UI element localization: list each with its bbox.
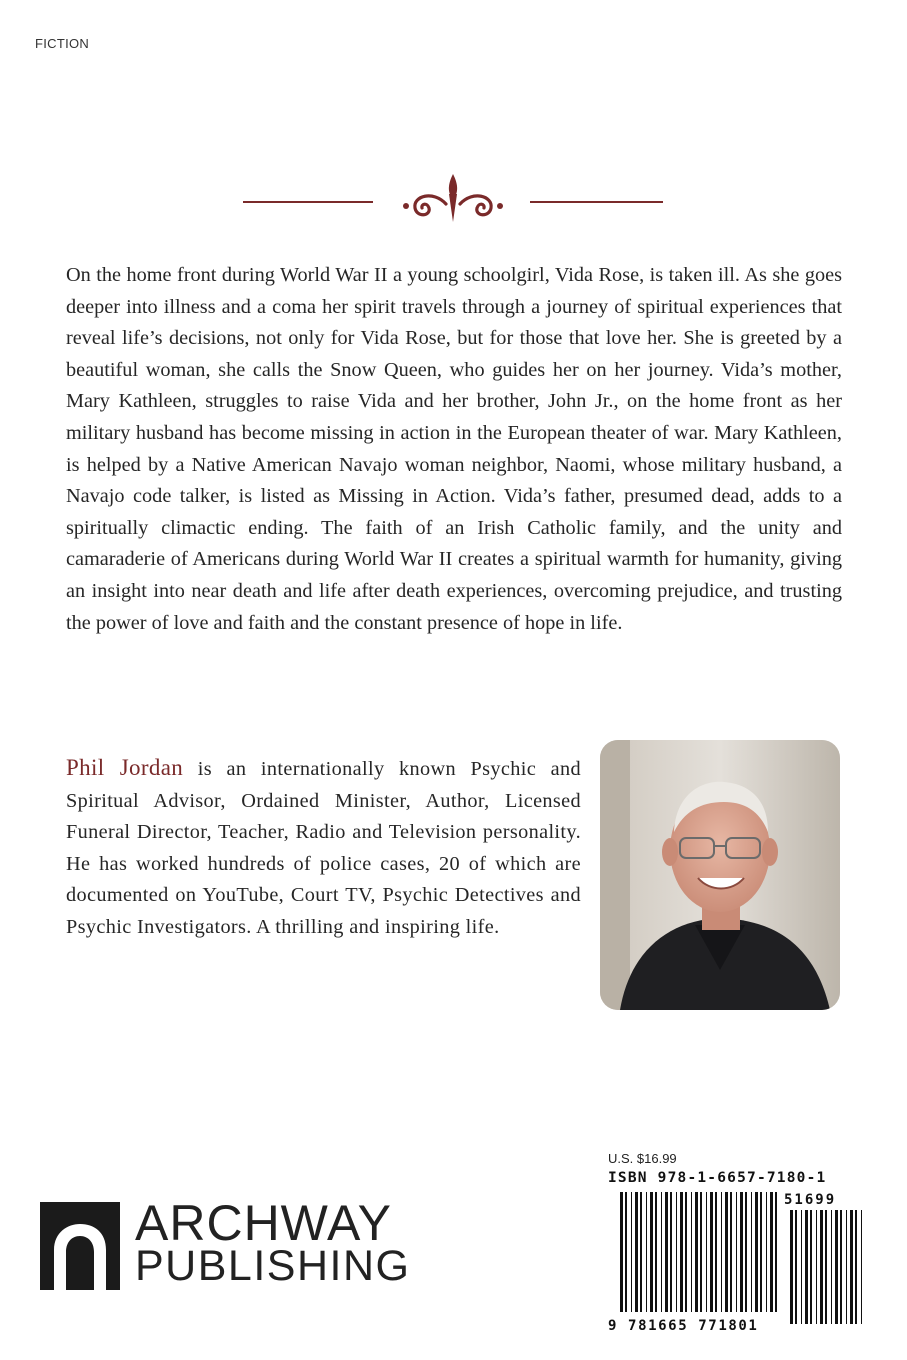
price-code-digits: 51699 [784, 1192, 837, 1208]
barcode-digits: 9 781665 771801 [608, 1318, 759, 1334]
flourish-ornament-icon [243, 170, 663, 230]
category-label: FICTION [35, 36, 90, 51]
author-bio-text: is an internationally known Psychic and Spiritual Advisor, Ordained Minister, Author, Licensed Funeral Director, Teacher, Radio and Television personality. He has worked hundreds of police cases, 20 of which are documented on YouTube, Court TV, Psychic Detectives and Psychic Investigators. A thrilling and inspiring life. [66, 758, 581, 938]
isbn-label: ISBN 978-1-6657-7180-1 [608, 1170, 827, 1186]
publisher-name-line2: PUBLISHING [135, 1242, 411, 1290]
publisher-name-line1: ARCHWAY [135, 1195, 392, 1251]
author-photo [600, 740, 840, 1010]
archway-arch-icon [40, 1202, 120, 1294]
publisher-logo [40, 1195, 420, 1290]
book-blurb: On the home front during World War II a young schoolgirl, Vida Rose, is taken ill. As she goes deeper into illness and a coma her spirit travels through a journey of spiritual experiences that reveal life’s decisions, not only for Vida Rose, but for those that love her. She is greeted by a beautiful woman, she calls the Snow Queen, who guides her on her journey. Vida’s mother, Mary Kathleen, struggles to raise Vida and her brother, John Jr., on the home front as her military husband has become missing in action in the European theater of war. Mary Kathleen, is helped by a Native American Navajo woman neighbor, Naomi, whose military husband, a Navajo code talker, is listed as Missing in Action. Vida’s father, presumed dead, adds to a spiritually climactic ending. The faith of an Irish Catholic family, and the unity and camaraderie of Americans during World War II creates a spiritual warmth for humanity, giving an insight into near death and life after death experiences, overcoming prejudice, and trusting the power of love and faith and the constant presence of hope in life. [66, 264, 842, 634]
author-bio [66, 752, 581, 943]
price-label: U.S. $16.99 [608, 1151, 677, 1166]
author-name: Phil Jordan [66, 755, 184, 780]
barcode [606, 1188, 868, 1336]
